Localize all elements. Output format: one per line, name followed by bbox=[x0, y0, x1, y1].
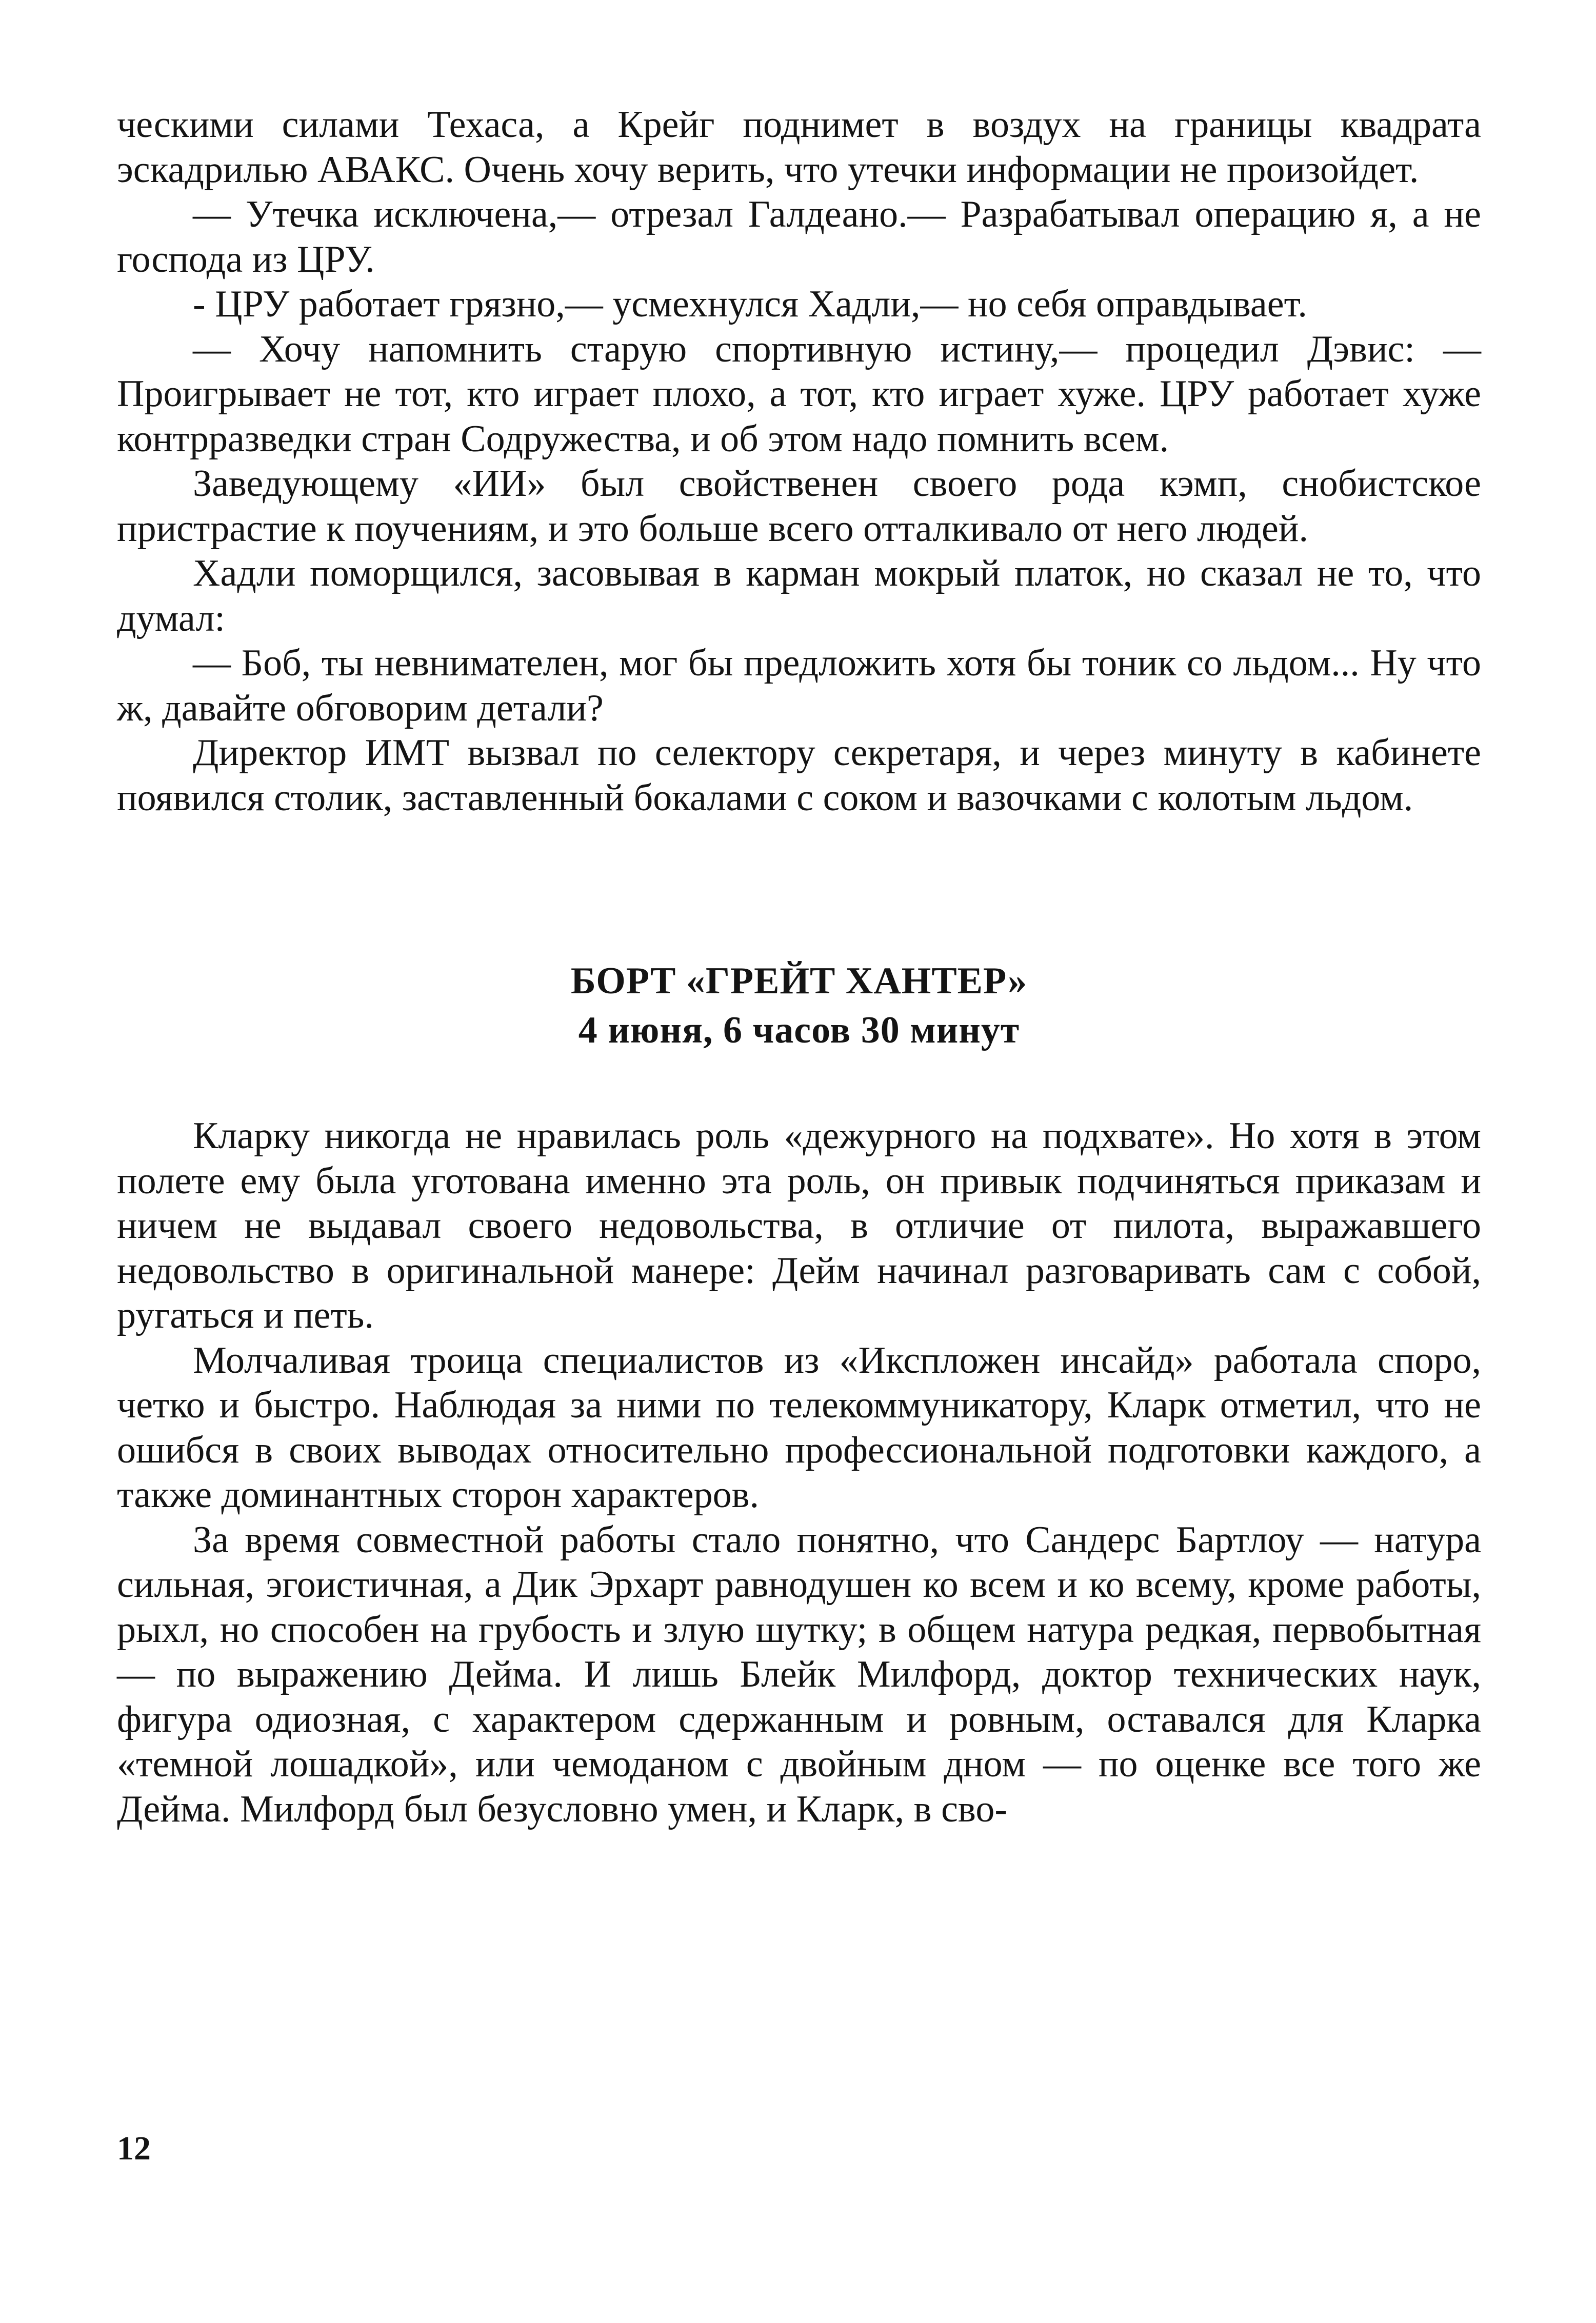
page-body bbox=[117, 103, 1481, 1832]
paragraph: Хадли поморщился, засовывая в карман мокрый платок, но сказал не то, что думал: bbox=[117, 552, 1481, 639]
paragraph: ческими силами Техаса, а Крейг поднимет в воздух на границы квадрата эскадрилью АВАКС. Очень хочу верить, что утечки информации не произойдет. bbox=[117, 104, 1481, 191]
paragraph: Кларку никогда не нравилась роль «дежурного на подхвате». Но хотя в этом полете ему была уготована именно эта роль, он привык подчиняться приказам и ничем не выдавал своего недовольства, в отличие от пилота, выражавшего недовольство в оригинальной манере: Дейм начинал разговаривать сам с собой, ругаться и петь. bbox=[117, 1115, 1481, 1336]
section-1 bbox=[117, 103, 1481, 820]
section-2 bbox=[117, 1114, 1481, 1832]
chapter-title: БОРТ «ГРЕЙТ ХАНТЕР» bbox=[570, 960, 1028, 1002]
paragraph: Директор ИМТ вызвал по селектору секретаря, и через минуту в кабинете появился столик, заставленный бокалами с соком и вазочками с колотым льдом. bbox=[117, 732, 1481, 819]
paragraph: — Утечка исключена,— отрезал Галдеано.— Разрабатывал операцию я, а не господа из ЦРУ. bbox=[117, 193, 1481, 281]
chapter-heading bbox=[117, 956, 1481, 1055]
paragraph: Молчаливая троица специалистов из «Икспложен инсайд» работала споро, четко и быстро. Наблюдая за ними по телекоммуникатору, Кларк отметил, что не ошибся в своих выводах относительно профессиональной подготовки каждого, а также доминантных сторон характеров. bbox=[117, 1339, 1481, 1516]
paragraph: - ЦРУ работает грязно,— усмехнулся Хадли,— но себя оправдывает. bbox=[193, 283, 1307, 325]
chapter-subtitle: 4 июня, 6 часов 30 минут bbox=[578, 1009, 1020, 1051]
paragraph: Заведующему «ИИ» был свойственен своего рода кэмп, снобистское пристрастие к поучениям, и это больше всего отталкивало от него людей. bbox=[117, 463, 1481, 550]
paragraph: За время совместной работы стало понятно, что Сандерс Бартлоу — натура сильная, эгоистичная, а Дик Эрхарт равнодушен ко всем и ко всему, кроме работы, рыхл, но способен на грубость и злую шутку; в общем натура редкая, первобытная — по выражению Дейма. И лишь Блейк Милфорд, доктор технических наук, фигура одиозная, с характером сдержанным и ровным, оставался для Кларка «темной лошадкой», или чемоданом с двойным дном — по оценке все того же Дейма. Милфорд был безусловно умен, и Кларк, в сво- bbox=[117, 1518, 1481, 1830]
page-number: 12 bbox=[117, 2130, 151, 2167]
paragraph: — Хочу напомнить старую спортивную истину,— процедил Дэвис: — Проигрывает не тот, кто играет плохо, а тот, кто играет хуже. ЦРУ работает хуже контрразведки стран Содружества, и об этом надо помнить всем. bbox=[117, 328, 1481, 460]
paragraph: — Боб, ты невнимателен, мог бы предложить хотя бы тоник со льдом... Ну что ж, давайте обговорим детали? bbox=[117, 642, 1481, 729]
